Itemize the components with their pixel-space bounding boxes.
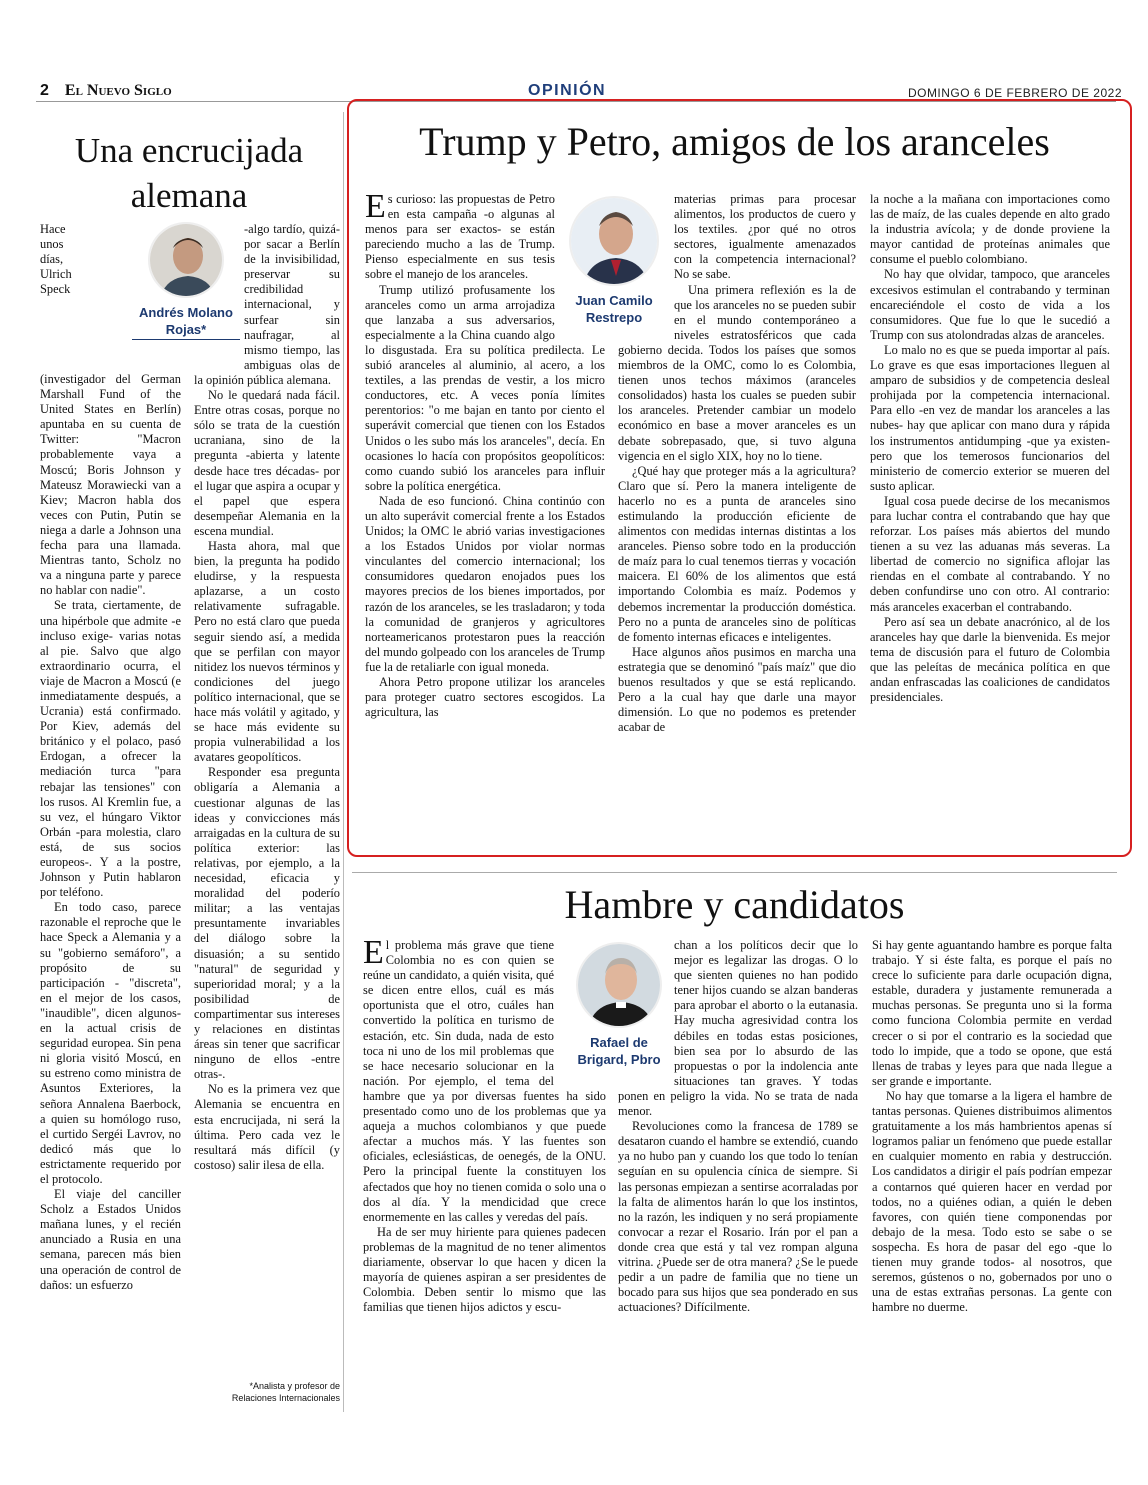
paragraph: Una primera reflexión es la de que los aranceles no se pueden subir en el mundo contemporáneo a niveles estratosféricos que cada gobierno decida. Todos los países que somos miembros de la OMC, como lo es Colombia, tienen unos techos máximos (aranceles consolidados) hasta los cuales se pueden subir los aranceles. Pretender cambiar un modelo económico en base a mover aranceles es un debate sobrepasado, que, si tuvo alguna vigencia en el siglo XIX, hoy no lo tiene.: [618, 282, 856, 463]
column-divider: [343, 112, 344, 1412]
page-number: 2: [40, 82, 49, 99]
paragraph: En todo caso, parece razonable el reproche que le hace Speck a Alemania y a su "gobierno semáforo", a propósito de su participación - "discreta", en el mejor de los casos, "inaudible", dicen algunos- en la actual crisis de seguridad europea. Sin pena ni gloria visitó Moscú, en su estreno como ministra de Asuntos Exteriores, la señora Annalena Baerbock, a quien su homólogo ruso, el curtido Sergéi Lavrov, no dedicó más que lo estrictamente requerido por el protocolo.: [40, 900, 181, 1186]
left-article-col-1: [40, 222, 181, 1402]
paragraph: Hasta ahora, mal que bien, la pregunta ha podido eludirse, y la respuesta aplazarse, a un costo relativamente sufragable. Pero no está claro que pueda seguir siendo así, a medida que se perfilan con mayor nitidez los nuevos términos y condiciones del juego político internacional, que se hace más volátil y agitado, y se hace más evidente su propia vulnerabilidad a los avatares geopolíticos.: [194, 538, 340, 765]
paragraph: chan a los políticos decir que lo mejor es legalizar las drogas. O lo que sienten quienes no han podido tener hijos cuando se alzan banderas para aprobar el aborto o la eutanasia. Hay mucha agresividad contra los débiles en todas estas posiciones, bien sea por lo absurdo de las propuestas o por la indolencia ante situaciones tan graves. Y todas ponen en peligro la vida. No se trata de nada menor.: [618, 938, 858, 1119]
paragraph: Se trata, ciertamente, de una hipérbole que admite -e incluso exige- varias notas al pie. Salvo que algo extraordinario ocurra, el viaje de Macron a Moscú (e inmediatamente después, a Ucrania) está confirmado. Por Kiev, además del británico y el polaco, pasó Erdogan, a ofrecer la mediación turca "para rebajar las tensiones" con los rusos. Al Kremlin fue, a su vez, el húngaro Viktor Orbán -para molestia, claro está, de sus socios europeos-. Y a la postre, Johnson y Putin hablaron por teléfono.: [40, 598, 181, 900]
trump-article-col-3: [870, 192, 1110, 842]
paragraph: Revoluciones como la francesa de 1789 se desataron cuando el hambre se extendió, cuando ya no hubo pan y cuando los que todo lo tenían seguían en su opulencia cínica de siempre. Si las personas empiezan a sentirse acorraladas por la falta de alimentos harán lo que los instintos, no la razón, les indiquen y no será propiamente convocar a rezar el Rosario. Irán por el pan a donde crea que está y tal vez rompan alguna vitrina. ¿Puede ser de otra manera? ¿Se le puede pedir a un padre de familia que no tiene un bocado para sus hijos que sea ponderado en sus actuaciones? Difícilmente.: [618, 1119, 858, 1315]
left-article-headline: [36, 128, 342, 218]
paragraph: Es curioso: las propuestas de Petro en esta campaña -o algunas al menos para ser exactos- se están pareciendo mucho a las de Trump. Pienso especialmente en sus tesis sobre el manejo de los aranceles.: [365, 188, 555, 282]
paragraph: No hay que olvidar, tampoco, que aranceles excesivos estimulan el contrabando y terminan encareciéndole el costo de vida a los consumidores. Que fue lo que le sucedió a Trump con sus atolondradas alzas de aranceles.: [870, 267, 1110, 342]
left-footnote: *Analista y profesor de Relaciones Internacionales: [231, 1381, 340, 1403]
paragraph: Ahora Petro propone utilizar los aranceles para proteger cuatro sectores escogidos. La agricultura, las: [365, 675, 605, 720]
trump-article-col-2: [618, 192, 856, 842]
trump-author-name-1: Juan Camilo: [575, 293, 653, 308]
photo-spacer: [618, 192, 674, 332]
paragraph: Lo malo no es que se pueda importar al país. Lo grave es que esas importaciones lleguen al amparo de subsidios y de competencia desleal prohijada por la competencia internacional. Para ello -en vez de mandar los aranceles a las nubes- hay que aplicar con mano dura y rápida los instrumentos antidumping -que ya existen- pero que los temerosos funcionarios del ministerio de comercio exterior se mueren del susto aplicar.: [870, 342, 1110, 493]
paragraph: Si hay gente aguantando hambre es porque falta trabajo. Y si éste falta, es porque el país no crece lo suficiente para darle ocupación digna, estable, duradera y justamente remunerada a muchas personas. Se pregunta uno si la forma como funciona Colombia permite en verdad crecer o si por el contrario es la sociedad que todo lo impide, que a todo se opone, que está llenas de trabas y leyes para que nada llegue a ser grande e importante.: [872, 938, 1112, 1088]
hambre-article-col-2: [618, 938, 858, 1408]
paragraph: El viaje del canciller Scholz a Estados Unidos mañana lunes, y el recién anunciado a Rusia en una semana, parecen más bien una operación de control de daños: un esfuerzo: [40, 1187, 181, 1292]
trump-author-name-2: Restrepo: [585, 310, 643, 325]
headline-line-1: Una encrucijada: [74, 131, 304, 170]
trump-article-headline: Trump y Petro, amigos de los aranceles: [419, 119, 1050, 164]
paragraph: Hace unos días, Ulrich Speck (investigador del German Marshall Fund of the United States en Berlín) apuntaba en su cuenta de Twitter: "Macron probablemente vaya a Moscú; Boris Johnson y Mateusz Morawiecki van a Kiev; Macron habla dos veces con Putin, Putin se niega a darle a Johnson una fecha para una llamada. Mientras tanto, Scholz no va a ninguna parte y parece no hablar con nadie".: [40, 222, 181, 598]
photo-spacer: [618, 938, 674, 1080]
paragraph: No le quedará nada fácil. Entre otras cosas, porque no sólo se trata de la cuestión ucraniana, sino de la pregunta -abierta y latente desde hace tres décadas- por el lugar que aspira a ocupar y el papel que espera desempeñar Alemania en la escena mundial.: [194, 388, 340, 538]
photo-spacer: [194, 222, 244, 372]
hambre-article-col-3: [872, 938, 1112, 1408]
hambre-author-name-1: Rafael de: [590, 1035, 648, 1050]
paragraph: Nada de eso funcionó. China continúo con un alto superávit comercial frente a los Estados Unidos; la OMC le abrió varias investigaciones a los Estados Unidos por violar normas vinculantes del comercio internacional; los consumidores quedaron enojados pues los mayores precios de los bienes importados, por razón de los aranceles, se les trasladaron; y toda la comunidad de granjeros y agricultores norteamericanos protestaron pues la reacción del mundo golpeado con los aranceles de Trump fue la de retaliarle con igual moneda.: [365, 493, 605, 674]
section-label: OPINIÓN: [528, 82, 607, 99]
photo-spacer: [89, 222, 181, 372]
paragraph: El problema más grave que tiene Colombia no es con quien se reúne un candidato, a quién visita, qué se dicen entre ellos, cuál es más oportunista que el otro, cuáles han convertido la política en turismo de estación, etc. Sin duda, nada de esto toca ni uno de los mil problemas que se hace necesario solucionar en la nación. Por ejemplo, el tema del hambre que ya por diversas fuentes ha sido presentado como uno de los problemas que ya aqueja a muchos colombianos y que puede afectar a muchos más. Y las fuentes son oficiales, eclesiásticas, de oenegés, de la ONU. Pero la principal fuente la constituyen los afectados que hoy no tienen comida o solo una o dos al día. Y la mendicidad que crece enormemente en las calles y veredas del país.: [363, 934, 606, 1224]
headline-line-2: alemana: [130, 176, 248, 215]
paragraph: Igual cosa puede decirse de los mecanismos para luchar contra el contrabando que hay que reforzar. Los países más abiertos del mundo tienen a su vez las aduanas más severas. La libertad de comercio no significa aflojar las riendas en el combate al contrabando. Y no deben confundirse uno con otro. Al contrario: más aranceles exacerban el contrabando.: [870, 493, 1110, 614]
paragraph: Ha de ser muy hiriente para quienes padecen problemas de la magnitud de no tener alimentos diariamente, observar lo que hacen y dicen la mayoría de quienes aspiran a ser presidentes de Colombia. Deben sentir lo mismo que las familias que tienen hijos adictos y escu-: [363, 1224, 606, 1315]
paragraph: -algo tardío, quizá- por sacar a Berlín de la invisibilidad, preservar su credibilidad internacional, y surfear sin naufragar, al mismo tiempo, las ambiguas olas de la opinión pública alemana.: [194, 222, 340, 387]
dropcap: E: [363, 934, 384, 971]
paragraph: Responder esa pregunta obligaría a Alemania a cuestionar algunas de las ideas y convicciones más arraigadas en la cultura de su política exterior: las relativas, por ejemplo, a la necesidad, eficacia y moralidad del poderío militar; a las ventajas presuntamente invariables del diálogo sobre la disuasión; a su sentido "natural" de seguridad y superioridad moral; y a la posibilidad de compartimentar sus intereses y relaciones en distintas áreas sin tener que sacrificar ninguno de ellos -entre otras-.: [194, 765, 340, 1082]
hambre-author-name-2: Brigard, Pbro: [577, 1052, 661, 1067]
left-article-col-2: [194, 222, 340, 1382]
paragraph: No es la primera vez que Alemania se encuentra en esta encrucijada, ni será la última. Pero cada vez le resultará más difícil (y costoso) salir ilesa de ella.: [194, 1082, 340, 1172]
page-header-left: [40, 82, 172, 100]
paragraph: Trump utilizó profusamente los aranceles como un arma arrojadiza que lanzaba a sus adversarios, especialmente a la China cuando algo lo disgustada. Era su política predilecta. Le subió aranceles al aluminio, al acero, a los textiles, a las prendas de vestir, a los micro conductores, etc. A veces ponía límites perentorios: "o me bajan en tanto por ciento el superávit comercial que tienen con los Estados Unidos o les subo más los aranceles", decía. En ocasiones lo hacía con propósitos geopolíticos: como cuando subió los aranceles para influir sobre la política energética.: [365, 282, 605, 493]
paragraph: materias primas para procesar alimentos, los productos de cuero y los textiles. ¿por qué no otros sectores, igualmente amenazados con la competencia internacional? No se sabe.: [674, 192, 856, 282]
issue-date: DOMINGO 6 DE FEBRERO DE 2022: [907, 86, 1122, 100]
section-divider: [352, 872, 1117, 873]
photo-spacer: [554, 938, 606, 1080]
dropcap: E: [365, 188, 386, 225]
paragraph: No hay que tomarse a la ligera el hambre de tantas personas. Quienes distribuimos alimentos gratuitamente a los más hambrientos apenas sí logramos paliar un fenómeno que puede estallar en cualquier momento en rabia y destrucción. Los candidatos a dirigir el país podrían empezar a contarnos qué quieren hacer en verdad por todos, no a quiénes odian, a quién le deben favores, con quién tiene componendas por debajo de la mesa. Todo esto se sabe o se sospecha. Es hora de pasar del ego -que lo tienen muy grande todos- al nosotros, que seremos, gústenos o no, gobernados por uno o una de estas extrañas personas. La gente con hambre no duerme.: [872, 1088, 1112, 1315]
paragraph: Hace algunos años pusimos en marcha una estrategia que se denominó "país maíz" que dio buenos resultados y que se está replicando. Pero a la cual hay que darle una mayor dimensión. Lo que no podemos es pretender acabar de: [618, 644, 856, 735]
masthead: El Nuevo Siglo: [64, 82, 172, 99]
hambre-article-headline: Hambre y candidatos: [564, 882, 905, 927]
trump-article-col-1: [365, 188, 605, 842]
paragraph: la noche a la mañana con importaciones como las de maíz, de las cuales depende en alto grado la industria avícola; y de donde proviene la mayor cantidad de proteínas animales que consume el pueblo colombiano.: [870, 192, 1110, 267]
paragraph: Pero así sea un debate anacrónico, al de los aranceles hay que darle la bienvenida. Es mejor tema de discusión para el futuro de Colombia que las peleítas de mecánica política en que andan enfrascadas las coaliciones de candidatos presidenciales.: [870, 614, 1110, 705]
hambre-article-col-1: [363, 934, 606, 1408]
photo-spacer: [555, 192, 605, 332]
paragraph: ¿Qué hay que proteger más a la agricultura? Claro que sí. Pero la manera inteligente de hacerlo no es a punta de aranceles sino estimulando la producción eficiente de alimentos con medidas internas distintas a los aranceles. Pienso sobre todo en la producción de maíz para lo cual tenemos tierras y vocación maicera. El 60% de los alimentos que está importando Colombia es maíz. Podemos y debemos incrementar la producción doméstica. Pero no a punta de aranceles sino de políticas de fomento internas eficaces e inteligentes.: [618, 463, 856, 644]
left-author-name: Andrés Molano Rojas*: [132, 304, 240, 340]
